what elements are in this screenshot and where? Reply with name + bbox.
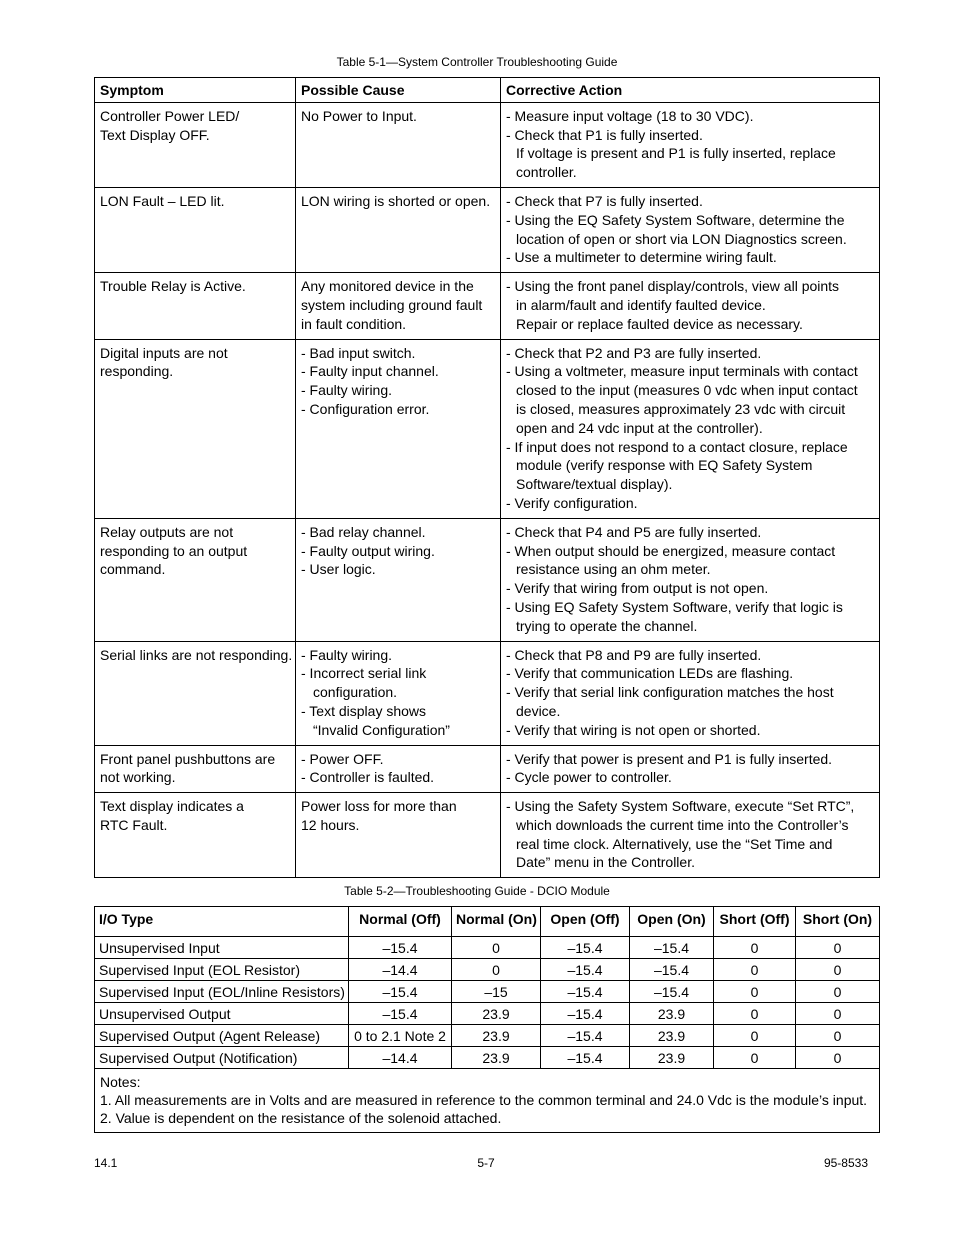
cause-cell <box>296 518 501 641</box>
open-on-cell: –15.4 <box>630 981 714 1003</box>
table-5-2-caption: Table 5-2—Troubleshooting Guide - DCIO Module <box>344 884 610 898</box>
symptom-cell <box>95 187 296 272</box>
normal-off-cell: 0 to 2.1 Note 2 <box>349 1025 452 1047</box>
cell-line: location of open or short via LON Diagnostics screen. <box>516 230 847 247</box>
header-short-on: Short (On) <box>796 907 880 937</box>
cell-line: - Verify that wiring from output is not open. <box>506 580 769 597</box>
note-item: 1. All measurements are in Volts and are measured in reference to the common terminal and 24.0 Vdc is the module’s input. <box>100 1092 868 1108</box>
cell-line: - Configuration error. <box>301 400 430 417</box>
short-on-cell: 0 <box>796 981 880 1003</box>
normal-on-cell: 23.9 <box>452 1003 541 1025</box>
short-off-cell: 0 <box>714 1025 796 1047</box>
cell-line: - Faulty wiring. <box>301 646 393 663</box>
symptom-cell <box>95 641 296 745</box>
normal-off-cell: –15.4 <box>349 1003 452 1025</box>
cell-line: device. <box>516 702 561 719</box>
action-cell <box>501 518 880 641</box>
short-off-cell: 0 <box>714 937 796 959</box>
cell-line: Text Display OFF. <box>100 126 210 143</box>
dcio-table-row <box>95 1047 880 1069</box>
cell-line: - Check that P1 is fully inserted. <box>506 126 703 143</box>
open-off-cell: –15.4 <box>541 1047 630 1069</box>
action-cell <box>501 793 880 878</box>
action-cell <box>501 187 880 272</box>
cell-line: - Faulty input channel. <box>301 363 439 380</box>
notes-cell <box>95 1069 880 1133</box>
dcio-table-row <box>95 959 880 981</box>
header-corrective-action: Corrective Action <box>501 78 880 103</box>
table-row <box>95 745 880 793</box>
cell-line: in alarm/fault and identify faulted device. <box>516 296 766 313</box>
cell-line: LON Fault – LED lit. <box>100 192 225 209</box>
symptom-cell <box>95 793 296 878</box>
open-off-cell: –15.4 <box>541 959 630 981</box>
cell-line: Text display indicates a <box>100 798 244 815</box>
cell-line: - Using the EQ Safety System Software, determine the <box>506 211 845 228</box>
cell-line: - Check that P7 is fully inserted. <box>506 192 703 209</box>
cell-line: - Check that P2 and P3 are fully inserted. <box>506 344 762 361</box>
cell-line: which downloads the current time into the Controller’s <box>516 816 849 833</box>
cause-cell <box>296 641 501 745</box>
io-type-cell: Unsupervised Input <box>95 937 349 959</box>
header-short-off: Short (Off) <box>714 907 796 937</box>
cell-line: resistance using an ohm meter. <box>516 561 711 578</box>
io-type-cell: Supervised Input (EOL Resistor) <box>95 959 349 981</box>
troubleshooting-table <box>94 77 880 878</box>
cell-line: - Verify that wiring is not open or shorted. <box>506 721 761 738</box>
cell-line: - Controller is faulted. <box>301 769 435 786</box>
cell-line: - Using a voltmeter, measure input terminals with contact <box>506 363 858 380</box>
table-header-row <box>95 78 880 103</box>
action-cell <box>501 102 880 187</box>
symptom-cell <box>95 745 296 793</box>
open-off-cell: –15.4 <box>541 1003 630 1025</box>
troubleshooting-table-body <box>95 102 880 877</box>
table-5-1-caption: Table 5-1—System Controller Troubleshooting Guide <box>336 55 618 69</box>
open-off-cell: –15.4 <box>541 981 630 1003</box>
cell-line: real time clock. Alternatively, use the “Set Time and <box>516 835 833 852</box>
cell-line: closed to the input (measures 0 vdc when input contact <box>516 382 858 399</box>
note-item: 2. Value is dependent on the resistance of the solenoid attached. <box>100 1110 502 1126</box>
cell-line: Relay outputs are not <box>100 523 234 540</box>
dcio-table-row <box>95 1003 880 1025</box>
action-cell <box>501 745 880 793</box>
symptom-cell <box>95 339 296 518</box>
cell-line: - Use a multimeter to determine wiring fault. <box>506 249 777 266</box>
table-row <box>95 102 880 187</box>
symptom-cell <box>95 102 296 187</box>
dcio-table-row <box>95 1025 880 1047</box>
header-normal-off: Normal (Off) <box>349 907 452 937</box>
cell-line: - Using EQ Safety System Software, verify that logic is <box>506 598 843 615</box>
cell-line: Front panel pushbuttons are <box>100 750 276 767</box>
cause-cell <box>296 102 501 187</box>
symptom-cell <box>95 273 296 339</box>
short-off-cell: 0 <box>714 959 796 981</box>
cell-line: - Incorrect serial link <box>301 665 427 682</box>
cell-line: - Bad input switch. <box>301 344 416 361</box>
action-cell <box>501 339 880 518</box>
footer-page-number: 5-7 <box>477 1156 495 1170</box>
cell-line: - Using the Safety System Software, execute “Set RTC”, <box>506 798 855 815</box>
action-cell <box>501 641 880 745</box>
open-off-cell: –15.4 <box>541 937 630 959</box>
cell-line: configuration. <box>313 684 398 701</box>
cell-line: Power loss for more than <box>301 798 457 815</box>
cell-line: - Cycle power to controller. <box>506 769 672 786</box>
cell-line: Date” menu in the Controller. <box>516 854 695 871</box>
cell-line: If voltage is present and P1 is fully inserted, replace <box>516 145 836 162</box>
header-normal-on: Normal (On) <box>452 907 541 937</box>
cell-line: open and 24 vdc input at the controller). <box>516 419 763 436</box>
cause-cell <box>296 273 501 339</box>
cell-line: - If input does not respond to a contact closure, replace <box>506 438 848 455</box>
cell-line: in fault condition. <box>301 315 407 332</box>
cell-line: responding to an output <box>100 542 248 559</box>
open-on-cell: –15.4 <box>630 937 714 959</box>
io-type-cell: Supervised Output (Notification) <box>95 1047 349 1069</box>
open-on-cell: –15.4 <box>630 959 714 981</box>
normal-on-cell: 0 <box>452 937 541 959</box>
short-off-cell: 0 <box>714 981 796 1003</box>
dcio-table <box>94 906 880 1133</box>
cell-line: Trouble Relay is Active. <box>100 278 246 295</box>
cause-cell <box>296 745 501 793</box>
cell-line: - Verify that communication LEDs are flashing. <box>506 665 794 682</box>
dcio-header-row <box>95 907 880 937</box>
header-open-off: Open (Off) <box>541 907 630 937</box>
cause-cell <box>296 793 501 878</box>
cell-line: module (verify response with EQ Safety System <box>516 457 813 474</box>
cell-line: LON wiring is shorted or open. <box>301 192 491 209</box>
cell-line: is closed, measures approximately 23 vdc with circuit <box>516 400 846 417</box>
cell-line: - Measure input voltage (18 to 30 VDC). <box>506 107 754 124</box>
io-type-cell: Supervised Input (EOL/Inline Resistors) <box>95 981 349 1003</box>
header-symptom: Symptom <box>95 78 296 103</box>
footer-revision: 14.1 <box>94 1156 118 1170</box>
table-row <box>95 518 880 641</box>
cell-line: Controller Power LED/ <box>100 107 240 124</box>
header-io-type: I/O Type <box>95 907 349 937</box>
short-on-cell: 0 <box>796 1003 880 1025</box>
cell-line: - Power OFF. <box>301 750 384 767</box>
cell-line: system including ground fault <box>301 296 483 313</box>
cell-line: Digital inputs are not <box>100 344 228 361</box>
table-row <box>95 793 880 878</box>
cause-cell <box>296 339 501 518</box>
short-on-cell: 0 <box>796 959 880 981</box>
cell-line: responding. <box>100 363 174 380</box>
action-cell <box>501 273 880 339</box>
short-off-cell: 0 <box>714 1003 796 1025</box>
cell-line: - Check that P8 and P9 are fully inserted. <box>506 646 762 663</box>
cell-line: Any monitored device in the <box>301 278 474 295</box>
header-possible-cause: Possible Cause <box>296 78 501 103</box>
io-type-cell: Unsupervised Output <box>95 1003 349 1025</box>
cell-line: - Verify that serial link configuration matches the host <box>506 684 834 701</box>
cell-line: Software/textual display). <box>516 476 673 493</box>
header-open-on: Open (On) <box>630 907 714 937</box>
normal-off-cell: –15.4 <box>349 937 452 959</box>
dcio-table-body <box>95 937 880 1133</box>
normal-on-cell: –15 <box>452 981 541 1003</box>
cell-line: - Faulty output wiring. <box>301 542 435 559</box>
cell-line: RTC Fault. <box>100 816 168 833</box>
dcio-notes-row <box>95 1069 880 1133</box>
cell-line: - Bad relay channel. <box>301 523 426 540</box>
notes-heading: Notes: <box>100 1074 141 1090</box>
short-on-cell: 0 <box>796 1047 880 1069</box>
cell-line: command. <box>100 561 166 578</box>
cell-line: controller. <box>516 164 577 181</box>
open-on-cell: 23.9 <box>630 1025 714 1047</box>
short-off-cell: 0 <box>714 1047 796 1069</box>
open-off-cell: –15.4 <box>541 1025 630 1047</box>
table-row <box>95 641 880 745</box>
table-row <box>95 273 880 339</box>
cell-line: trying to operate the channel. <box>516 617 698 634</box>
cell-line: - Check that P4 and P5 are fully inserted. <box>506 523 762 540</box>
cell-line: Serial links are not responding. <box>100 646 293 663</box>
cell-line: 12 hours. <box>301 816 360 833</box>
cell-line: - Text display shows <box>301 702 427 719</box>
normal-on-cell: 23.9 <box>452 1025 541 1047</box>
open-on-cell: 23.9 <box>630 1003 714 1025</box>
cell-line: “Invalid Configuration” <box>313 721 450 738</box>
cell-line: - Using the front panel display/controls, view all points <box>506 278 840 295</box>
cause-cell <box>296 187 501 272</box>
dcio-table-row <box>95 937 880 959</box>
cell-line: - User logic. <box>301 561 376 578</box>
footer-document-number: 95-8533 <box>823 1156 868 1170</box>
cell-line: not working. <box>100 769 176 786</box>
dcio-table-row <box>95 981 880 1003</box>
normal-on-cell: 0 <box>452 959 541 981</box>
normal-off-cell: –14.4 <box>349 959 452 981</box>
normal-off-cell: –15.4 <box>349 981 452 1003</box>
cell-line: - Faulty wiring. <box>301 382 393 399</box>
table-row <box>95 187 880 272</box>
cell-line: Repair or replace faulted device as necessary. <box>516 315 803 332</box>
symptom-cell <box>95 518 296 641</box>
cell-line: - When output should be energized, measure contact <box>506 542 836 559</box>
table-row <box>95 339 880 518</box>
cell-line: - Verify configuration. <box>506 494 638 511</box>
short-on-cell: 0 <box>796 937 880 959</box>
short-on-cell: 0 <box>796 1025 880 1047</box>
cell-line: No Power to Input. <box>301 107 417 124</box>
normal-off-cell: –14.4 <box>349 1047 452 1069</box>
cell-line: - Verify that power is present and P1 is fully inserted. <box>506 750 833 767</box>
open-on-cell: 23.9 <box>630 1047 714 1069</box>
normal-on-cell: 23.9 <box>452 1047 541 1069</box>
io-type-cell: Supervised Output (Agent Release) <box>95 1025 349 1047</box>
